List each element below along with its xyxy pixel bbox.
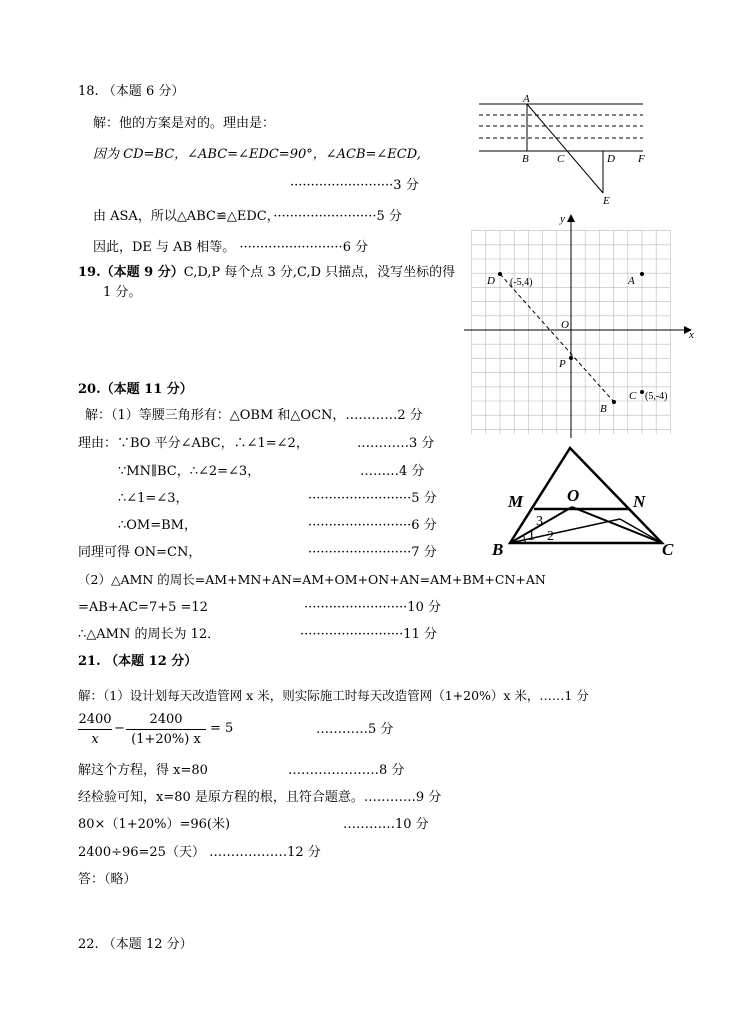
q21-row4: 经检验可知，x=80 是原方程的根，且符合题意。…………9 分	[78, 790, 442, 805]
point-b-label: B	[600, 403, 607, 415]
figure-18-diagram	[475, 92, 655, 210]
q19-line1: 19.（本题 9 分）C,D,P 每个点 3 分,C,D 只描点，没写坐标的得	[78, 265, 456, 280]
point-d	[498, 272, 502, 276]
y-axis-label: y	[560, 213, 565, 225]
point-c-coordinates: (5,-4)	[645, 391, 668, 402]
q18-score3: ·························3 分	[290, 178, 419, 193]
label-c: C	[662, 540, 674, 559]
q20-row6: 同理可得 ON=CN，	[78, 545, 202, 560]
q20-row1: 解：（1）等腰三角形有：△OBM 和△OCN，…………2 分	[85, 408, 423, 423]
q18-line2: 因为 CD=BC，∠ABC=∠EDC=90°，∠ACB=∠ECD,	[93, 147, 421, 162]
q21-row5: 80×（1+20%）=96(米)	[78, 817, 231, 832]
origin-label: O	[561, 319, 569, 331]
label-n: N	[633, 492, 646, 511]
q21-header: 21. （本题 12 分）	[78, 654, 198, 669]
q18-line1: 解：他的方案是对的。理由是：	[93, 116, 276, 131]
fig1-label-d: D	[607, 153, 615, 165]
equation-rhs: = 5	[210, 721, 234, 736]
point-d-coordinates: (-5,4)	[510, 277, 533, 288]
fraction-1	[78, 712, 112, 747]
fraction-2-denominator: (1+20%) x	[131, 732, 201, 747]
q19-line2: 1 分。	[103, 285, 142, 300]
fig1-label-e: E	[603, 195, 610, 207]
point-p	[569, 356, 573, 360]
point-p-label: P	[559, 358, 566, 370]
y-axis-arrow	[567, 214, 575, 222]
q20-row3: ∵MN∥BC，∴∠2=∠3，	[118, 464, 261, 479]
q22-header: 22. （本题 12 分）	[78, 937, 193, 952]
point-c	[640, 390, 644, 394]
q18-header: 18. （本题 6 分）	[78, 84, 185, 99]
q20-row4-score: ·························5 分	[308, 491, 437, 506]
q21-row3-score: …………………8 分	[288, 763, 405, 778]
q20-row2: 理由：∵BO 平分∠ABC，∴∠1=∠2，	[78, 436, 309, 451]
label-m: M	[508, 492, 524, 511]
label-b: B	[492, 540, 504, 559]
q20-row8: =AB+AC=7+5 =12	[78, 600, 208, 615]
angle-1-label: 1	[528, 529, 535, 544]
fraction-2-numerator: 2400	[149, 712, 183, 727]
q18-line5: 因此，DE 与 AB 相等。 ·························6 分	[93, 240, 369, 255]
q21-row2-score: …………5 分	[316, 722, 394, 737]
q21-row7: 答：（略）	[78, 872, 137, 887]
q20-header: 20.（本题 11 分）	[78, 382, 193, 397]
angle-3-label: 3	[536, 514, 543, 529]
figure-19-coordinate-grid	[460, 210, 700, 438]
q20-row9-score: ·························11 分	[300, 627, 437, 642]
fig1-label-b: B	[522, 153, 529, 165]
fig1-label-f: F	[638, 153, 645, 165]
q18-line4: 由 ASA，所以△ABC≌△EDC，·························5 分	[93, 209, 402, 224]
q20-row5: ∴OM=BM，	[118, 518, 197, 533]
label-o: O	[567, 486, 580, 505]
q21-row1: 解：（1）设计划每天改造管网 x 米，则实际施工时每天改造管网（1+20%）x 米，……1 分	[78, 688, 589, 703]
point-b	[612, 400, 616, 404]
q20-row8-score: ·························10 分	[304, 600, 441, 615]
minus-sign: −	[114, 721, 125, 736]
angle-2-label: 2	[547, 529, 554, 544]
q21-row5-score: …………10 分	[343, 817, 429, 832]
fraction-1-denominator: x	[91, 732, 99, 747]
q20-row5-score: ·························6 分	[308, 518, 437, 533]
q20-row3-score: ………4 分	[360, 464, 425, 479]
q20-row7: （2）△AMN 的周长=AM+MN+AN=AM+OM+ON+AN=AM+BM+CN+AN	[78, 572, 546, 587]
fig1-label-c: C	[557, 153, 565, 165]
point-a	[640, 272, 644, 276]
point-a-label: A	[628, 275, 635, 287]
q20-row2-score: …………3 分	[357, 436, 435, 451]
q21-row3: 解这个方程，得 x=80	[78, 763, 208, 778]
fig1-label-a: A	[523, 93, 530, 105]
point-c-label: C	[629, 390, 637, 402]
fraction-1-numerator: 2400	[78, 712, 112, 727]
x-axis-label: x	[689, 329, 694, 341]
q20-row9: ∴△AMN 的周长为 12．	[78, 627, 221, 642]
q21-row6: 2400÷96=25（天） ………………12 分	[78, 845, 321, 860]
figure-20-triangle	[490, 444, 690, 564]
point-d-label: D	[487, 275, 495, 287]
q20-row4: ∴∠1=∠3，	[118, 491, 189, 506]
fraction-2	[126, 712, 206, 747]
q20-row6-score: ·························7 分	[308, 545, 437, 560]
